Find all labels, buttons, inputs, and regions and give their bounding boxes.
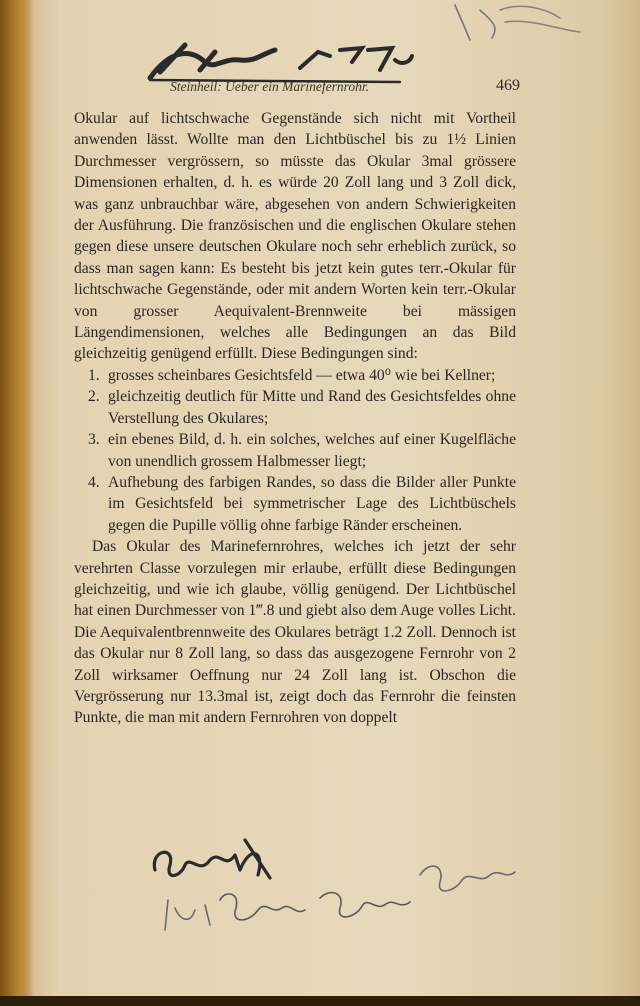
- conditions-list: [74, 365, 516, 536]
- body-text: [74, 108, 516, 729]
- condition-number: 1.: [88, 366, 100, 384]
- condition-number: 2.: [88, 388, 100, 406]
- condition-item: [74, 472, 516, 536]
- handwritten-signatures: [0, 830, 640, 990]
- page-bottom-edge: [0, 996, 640, 1006]
- condition-text: Aufhebung des farbigen Randes, so dass die Bilder aller Punkte im Gesichtsfeld bei symmetrischer Lage des Lichtbüschels gegen die Pupille völlig ohne farbige Ränder erscheinen.: [108, 473, 516, 534]
- running-head: [170, 77, 520, 101]
- paragraph-1: Okular auf lichtschwache Gegenstände sich nicht mit Vortheil anwenden lässt. Wollte man den Lichtbüschel bis zu 1½ Linien Durchmesser vergrössern, so müsste das Okular 3mal grössere Dimensionen erhalten, d. h. es würde 20 Zoll lang und 3 Zoll dick, was ganz unbrauchbar wäre, abgesehen von andern Schwierigkeiten der Ausführung. Die französischen und die englischen Okulare stehen gegen diese unsere deutschen Okulare noch sehr erheblich zurück, so dass man sagen kann: Es besteht bis jetzt kein gutes terr.-Okular für lichtschwache Gegenstände, oder mit andern Worten kein terr.-Okular von grosser Aequivalent-Brennweite bei mässigen Längendimensionen, welches alle Bedingungen an das Bild gleichzeitig genügend erfüllt. Diese Bedingungen sind:: [74, 110, 516, 363]
- page-number: 469: [496, 77, 520, 94]
- condition-text: gleichzeitig deutlich für Mitte und Rand des Gesichtsfeldes ohne Verstellung des Okulares;: [108, 388, 516, 427]
- condition-number: 3.: [88, 431, 100, 449]
- condition-text: grosses scheinbares Gesichtsfeld — etwa 40⁰ wie bei Kellner;: [108, 366, 496, 384]
- condition-number: 4.: [88, 473, 100, 491]
- paragraph-2: Das Okular des Marinefernrohres, welches ich jetzt der sehr verehrten Classe vorzulegen mir erlaube, erfüllt diese Bedingungen gleichzeitig, und wie ich glaube, völlig genügend. Der Lichtbüschel hat einen Durchmesser von 1‴.8 und giebt also dem Auge volles Licht. Die Aequivalentbrennweite des Okulares beträgt 1.2 Zoll. Dennoch ist das Okular nur 8 Zoll lang, so dass das ausgezogene Fernrohr von 2 Zoll wirksamer Oeffnung nur 24 Zoll lang ist. Obschon die Vergrösserung nur 13.3mal ist, zeigt doch das Fernrohr die feinsten Punkte, die man mit andern Fernrohren von doppelt: [74, 538, 516, 727]
- condition-item: [74, 365, 516, 386]
- condition-text: ein ebenes Bild, d. h. ein solches, welches auf einer Kugelfläche von unendlich grossem Halbmesser liegt;: [108, 431, 516, 470]
- condition-item: [74, 429, 516, 472]
- running-title: Steinheil: Ueber ein Marinefernrohr.: [170, 79, 369, 94]
- condition-item: [74, 386, 516, 429]
